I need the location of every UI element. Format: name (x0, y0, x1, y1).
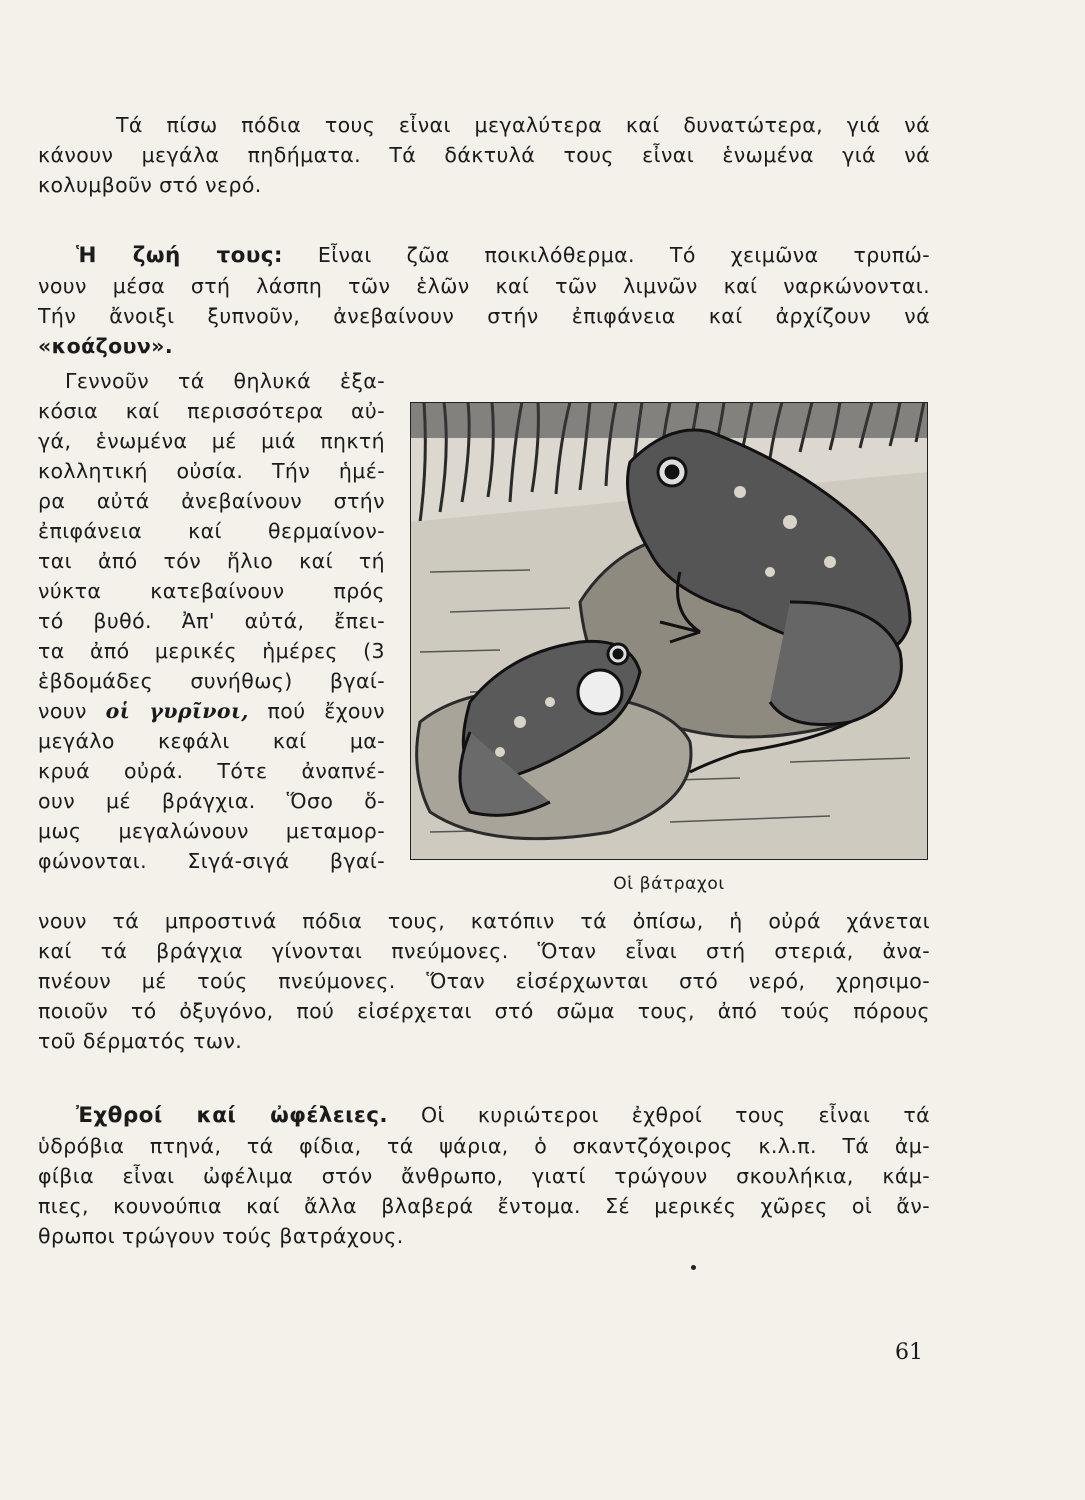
text-line (38, 1100, 930, 1131)
text-line: γά, ἑνωμένα μέ μιά πηκτή (38, 429, 385, 453)
text-line: ρα αὐτά ἀνεβαίνουν στήν (38, 489, 385, 513)
text-line: κολλητική οὐσία. Τήν ἡμέ- (38, 459, 385, 483)
text-span: νουν (38, 699, 106, 723)
text-line: θρωποι τρώγουν τούς βατράχους. (38, 1224, 404, 1248)
text-line: κολυμβοῦν στό νερό. (38, 173, 262, 197)
text-line: μεγάλο κεφάλι καί μα- (38, 729, 385, 753)
paragraph-legs (38, 110, 930, 200)
text-line (38, 240, 930, 271)
text-span: πού ἔχουν (248, 699, 385, 723)
text-line: κρυά οὐρά. Τότε ἀναπνέ- (38, 759, 385, 783)
paragraph-enemies (38, 1100, 930, 1251)
text-line: μως μεγαλώνουν μεταμορ- (38, 819, 385, 843)
text-line: τα ἀπό μερικές ἡμέρες (3 (38, 639, 385, 663)
text-line: νουν μέσα στή λάσπη τῶν ἑλῶν καί τῶν λιμνῶν καί ναρκώνονται. (38, 274, 930, 298)
frogs-illustration (410, 402, 928, 860)
text-line: νουν τά μπροστινά πόδια τους, κατόπιν τά ὀπίσω, ἡ οὐρά χάνεται (38, 909, 930, 933)
text-line: ουν μέ βράγχια. Ὅσο ὅ- (38, 789, 385, 813)
text-line (38, 696, 385, 726)
text-line: Γεννοῦν τά θηλυκά ἑξα- (65, 369, 385, 393)
text-line: καί τά βράγχια γίνονται πνεύμονες. Ὅταν εἶναι στή στεριά, ἀνα- (38, 939, 930, 963)
text-line: νύκτα κατεβαίνουν πρός (38, 579, 385, 603)
text-line: φώνονται. Σιγά-σιγά βγαί- (38, 849, 385, 873)
text-line: «κοάζουν». (38, 334, 174, 358)
text-span: Οἱ κυριώτεροι ἐχθροί τους εἶναι τά (420, 1103, 930, 1127)
page-number: 61 (895, 1340, 923, 1365)
text-line: ται ἀπό τόν ἥλιο καί τή (38, 549, 385, 573)
section-heading-enemies: Ἐχθροί καί ὠφέλειες. (76, 1103, 388, 1128)
text-line: ἑβδομάδες συνήθως) βγαί- (38, 669, 385, 693)
section-heading-life: Ἡ ζωή τους: (76, 243, 283, 268)
text-line: ὑδρόβια πτηνά, τά φίδια, τά ψάρια, ὁ σκαντζόχοιρος κ.λ.π. Τά ἀμ- (38, 1134, 930, 1158)
paragraph-life (38, 240, 930, 361)
text-line: τό βυθό. Ἀπ' αὐτά, ἔπει- (38, 609, 385, 633)
text-span: Εἶναι ζῶα ποικιλόθερμα. Τό χειμῶνα τρυπώ- (317, 243, 931, 267)
text-line: κόσια καί περισσότερα αὐ- (38, 399, 385, 423)
text-line: κάνουν μεγάλα πηδήματα. Τά δάκτυλά τους εἶναι ἑνωμένα γιά νά (38, 143, 930, 167)
term-tadpoles: οἱ γυρῖνοι, (105, 699, 249, 723)
text-line: πιες, κουνούπια καί ἄλλα βλαβερά ἔντομα. Σέ μερικές χῶρες οἱ ἄν- (38, 1194, 930, 1218)
text-line: ποιοῦν τό ὀξυγόνο, πού εἰσέρχεται στό σῶμα τους, ἀπό τούς πόρους (38, 999, 930, 1023)
text-line: φίβια εἶναι ὠφέλιμα στόν ἄνθρωπο, γιατί τρώγουν σκουλήκια, κάμ- (38, 1164, 930, 1188)
paragraph-metamorphosis (38, 906, 930, 1056)
ink-speck (691, 1265, 696, 1270)
text-line: τοῦ δέρματός των. (38, 1029, 243, 1053)
figure-caption: Οἱ βάτραχοι (613, 874, 725, 894)
text-line: ἐπιφάνεια καί θερμαίνον- (38, 519, 385, 543)
text-line: Τά πίσω πόδια τους εἶναι μεγαλύτερα καί δυνατώτερα, γιά νά (116, 113, 930, 137)
column-text-tadpoles (38, 366, 385, 876)
text-line: πνέουν μέ τούς πνεύμονες. Ὅταν εἰσέρχωνται στό νερό, χρησιμο- (38, 969, 930, 993)
text-line: Τήν ἄνοιξι ξυπνοῦν, ἀνεβαίνουν στήν ἐπιφάνεια καί ἀρχίζουν νά (38, 304, 930, 328)
